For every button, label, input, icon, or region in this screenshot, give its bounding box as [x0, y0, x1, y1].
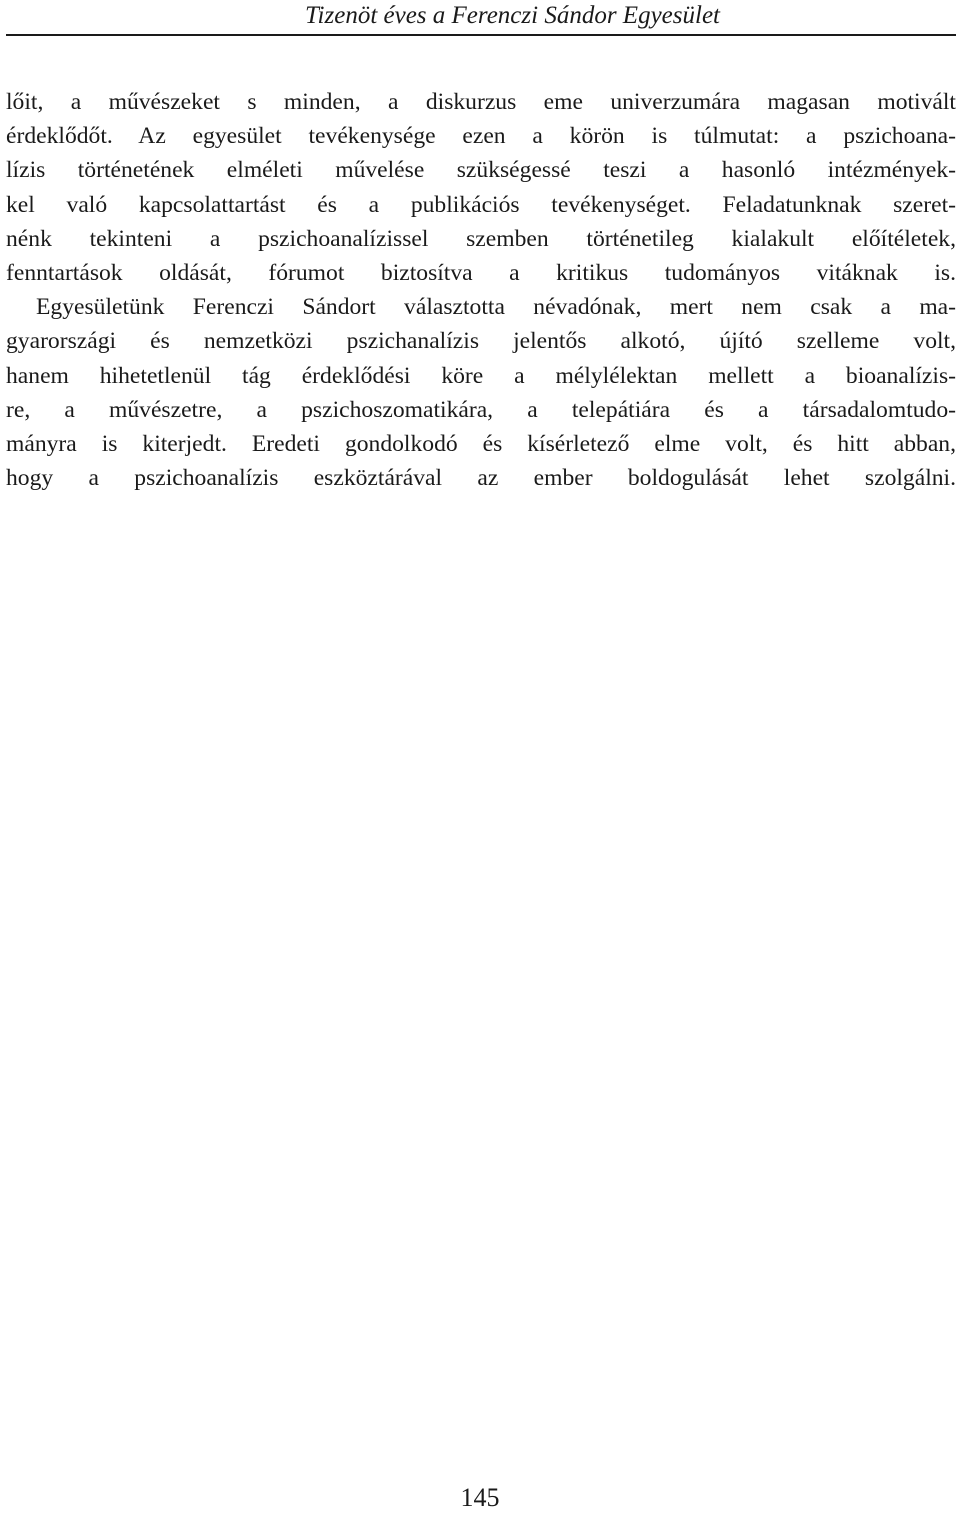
text-line: hogy a pszichoanalízis eszköztárával az ember boldogulását lehet szolgálni. — [6, 465, 956, 492]
text-line: kel való kapcsolattartást és a publikációs tevékenységet. Feladatunknak szeret- — [6, 191, 956, 218]
text-line: mányra is kiterjedt. Eredeti gondolkodó és kísérletező elme volt, és hitt abban, — [6, 430, 956, 457]
text-line: lízis történetének elméleti művelése szükségessé teszi a hasonló intézmények- — [6, 157, 956, 184]
body-text — [6, 85, 956, 495]
text-line: hanem hihetetlenül tág érdeklődési köre a mélylélektan mellett a bioanalízis- — [6, 362, 956, 389]
running-head-title: Tizenöt éves a Ferenczi Sándor Egyesület — [305, 2, 720, 29]
text-line: fenntartások oldását, fórumot biztosítva a kritikus tudományos vitáknak is. — [6, 259, 956, 286]
running-head — [0, 0, 960, 34]
text-line: gyarországi és nemzetközi pszichanalízis jelentős alkotó, újító szelleme volt, — [6, 328, 956, 355]
text-line: Egyesületünk Ferenczi Sándort választotta névadónak, mert nem csak a ma- — [36, 294, 956, 321]
text-line: re, a művészetre, a pszichoszomatikára, a telepátiára és a társadalomtudo- — [6, 396, 956, 423]
page-number: 145 — [460, 1483, 500, 1512]
text-line: lőit, a művészeket s minden, a diskurzus eme univerzumára magasan motivált — [6, 89, 956, 115]
header-rule — [6, 34, 956, 36]
text-line: nénk tekinteni a pszichoanalízissel szemben történetileg kialakult előítéletek, — [6, 225, 956, 252]
text-line: érdeklődőt. Az egyesület tevékenysége ezen a körön is túlmutat: a pszichoana- — [6, 123, 956, 150]
